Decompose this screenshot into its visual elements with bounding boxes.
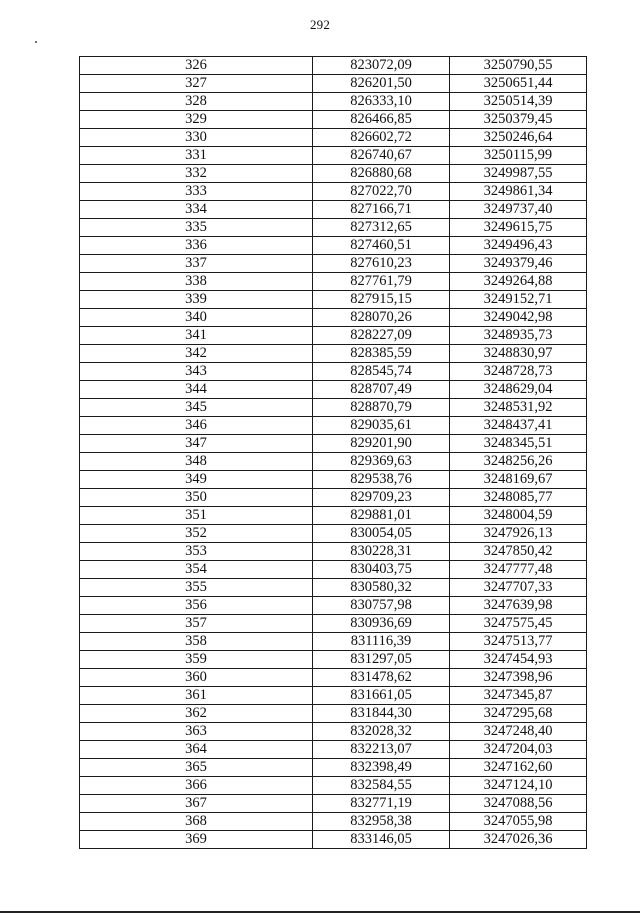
- point-number-cell: 342: [80, 345, 313, 363]
- x-coordinate-cell: 832958,38: [313, 813, 450, 831]
- y-coordinate-cell: 3247454,93: [450, 651, 587, 669]
- coordinates-table-container: [79, 56, 586, 849]
- x-coordinate-cell: 826602,72: [313, 129, 450, 147]
- y-coordinate-cell: 3247295,68: [450, 705, 587, 723]
- x-coordinate-cell: 833146,05: [313, 831, 450, 849]
- y-coordinate-cell: 3247248,40: [450, 723, 587, 741]
- coordinates-table-body: [80, 57, 587, 849]
- table-row: [80, 345, 587, 363]
- y-coordinate-cell: 3247055,98: [450, 813, 587, 831]
- y-coordinate-cell: 3247204,03: [450, 741, 587, 759]
- x-coordinate-cell: 828870,79: [313, 399, 450, 417]
- y-coordinate-cell: 3247398,96: [450, 669, 587, 687]
- table-row: [80, 435, 587, 453]
- table-row: [80, 633, 587, 651]
- table-row: [80, 579, 587, 597]
- y-coordinate-cell: 3247707,33: [450, 579, 587, 597]
- x-coordinate-cell: 823072,09: [313, 57, 450, 75]
- table-row: [80, 525, 587, 543]
- point-number-cell: 352: [80, 525, 313, 543]
- point-number-cell: 339: [80, 291, 313, 309]
- point-number-cell: 364: [80, 741, 313, 759]
- y-coordinate-cell: 3249152,71: [450, 291, 587, 309]
- y-coordinate-cell: 3249042,98: [450, 309, 587, 327]
- y-coordinate-cell: 3248935,73: [450, 327, 587, 345]
- y-coordinate-cell: 3249987,55: [450, 165, 587, 183]
- y-coordinate-cell: 3250246,64: [450, 129, 587, 147]
- x-coordinate-cell: 827915,15: [313, 291, 450, 309]
- x-coordinate-cell: 830936,69: [313, 615, 450, 633]
- y-coordinate-cell: 3247575,45: [450, 615, 587, 633]
- x-coordinate-cell: 830228,31: [313, 543, 450, 561]
- table-row: [80, 705, 587, 723]
- x-coordinate-cell: 830054,05: [313, 525, 450, 543]
- page-number: 292: [309, 17, 331, 32]
- x-coordinate-cell: 828385,59: [313, 345, 450, 363]
- point-number-cell: 350: [80, 489, 313, 507]
- x-coordinate-cell: 827610,23: [313, 255, 450, 273]
- x-coordinate-cell: 827761,79: [313, 273, 450, 291]
- table-row: [80, 165, 587, 183]
- table-row: [80, 309, 587, 327]
- table-row: [80, 183, 587, 201]
- table-row: [80, 813, 587, 831]
- point-number-cell: 334: [80, 201, 313, 219]
- table-row: [80, 273, 587, 291]
- point-number-cell: 329: [80, 111, 313, 129]
- point-number-cell: 351: [80, 507, 313, 525]
- point-number-cell: 369: [80, 831, 313, 849]
- table-row: [80, 651, 587, 669]
- table-row: [80, 129, 587, 147]
- x-coordinate-cell: 830757,98: [313, 597, 450, 615]
- table-row: [80, 399, 587, 417]
- y-coordinate-cell: 3249737,40: [450, 201, 587, 219]
- y-coordinate-cell: 3247345,87: [450, 687, 587, 705]
- y-coordinate-cell: 3250651,44: [450, 75, 587, 93]
- x-coordinate-cell: 831297,05: [313, 651, 450, 669]
- x-coordinate-cell: 828707,49: [313, 381, 450, 399]
- y-coordinate-cell: 3247513,77: [450, 633, 587, 651]
- y-coordinate-cell: 3247088,56: [450, 795, 587, 813]
- table-row: [80, 561, 587, 579]
- x-coordinate-cell: 829201,90: [313, 435, 450, 453]
- point-number-cell: 347: [80, 435, 313, 453]
- x-coordinate-cell: 826201,50: [313, 75, 450, 93]
- y-coordinate-cell: 3250514,39: [450, 93, 587, 111]
- y-coordinate-cell: 3248004,59: [450, 507, 587, 525]
- point-number-cell: 348: [80, 453, 313, 471]
- x-coordinate-cell: 830403,75: [313, 561, 450, 579]
- point-number-cell: 336: [80, 237, 313, 255]
- table-row: [80, 75, 587, 93]
- table-row: [80, 93, 587, 111]
- point-number-cell: 332: [80, 165, 313, 183]
- y-coordinate-cell: 3248437,41: [450, 417, 587, 435]
- y-coordinate-cell: 3247124,10: [450, 777, 587, 795]
- point-number-cell: 368: [80, 813, 313, 831]
- table-row: [80, 381, 587, 399]
- x-coordinate-cell: 830580,32: [313, 579, 450, 597]
- x-coordinate-cell: 829881,01: [313, 507, 450, 525]
- y-coordinate-cell: 3248629,04: [450, 381, 587, 399]
- table-row: [80, 255, 587, 273]
- point-number-cell: 360: [80, 669, 313, 687]
- y-coordinate-cell: 3248085,77: [450, 489, 587, 507]
- table-row: [80, 507, 587, 525]
- table-row: [80, 795, 587, 813]
- x-coordinate-cell: 826880,68: [313, 165, 450, 183]
- point-number-cell: 361: [80, 687, 313, 705]
- point-number-cell: 337: [80, 255, 313, 273]
- x-coordinate-cell: 831116,39: [313, 633, 450, 651]
- y-coordinate-cell: 3249379,46: [450, 255, 587, 273]
- y-coordinate-cell: 3248169,67: [450, 471, 587, 489]
- x-coordinate-cell: 831478,62: [313, 669, 450, 687]
- point-number-cell: 330: [80, 129, 313, 147]
- point-number-cell: 366: [80, 777, 313, 795]
- x-coordinate-cell: 832398,49: [313, 759, 450, 777]
- point-number-cell: 338: [80, 273, 313, 291]
- point-number-cell: 340: [80, 309, 313, 327]
- x-coordinate-cell: 829709,23: [313, 489, 450, 507]
- scan-speck: [35, 41, 37, 43]
- y-coordinate-cell: 3248728,73: [450, 363, 587, 381]
- y-coordinate-cell: 3250115,99: [450, 147, 587, 165]
- table-row: [80, 291, 587, 309]
- point-number-cell: 343: [80, 363, 313, 381]
- x-coordinate-cell: 827312,65: [313, 219, 450, 237]
- point-number-cell: 344: [80, 381, 313, 399]
- y-coordinate-cell: 3249861,34: [450, 183, 587, 201]
- x-coordinate-cell: 826333,10: [313, 93, 450, 111]
- point-number-cell: 345: [80, 399, 313, 417]
- point-number-cell: 353: [80, 543, 313, 561]
- table-row: [80, 417, 587, 435]
- y-coordinate-cell: 3249496,43: [450, 237, 587, 255]
- x-coordinate-cell: 829538,76: [313, 471, 450, 489]
- x-coordinate-cell: 828227,09: [313, 327, 450, 345]
- table-row: [80, 363, 587, 381]
- x-coordinate-cell: 831844,30: [313, 705, 450, 723]
- page-bottom-edge: [0, 911, 640, 913]
- y-coordinate-cell: 3247850,42: [450, 543, 587, 561]
- table-row: [80, 687, 587, 705]
- x-coordinate-cell: 832028,32: [313, 723, 450, 741]
- table-row: [80, 831, 587, 849]
- x-coordinate-cell: 826466,85: [313, 111, 450, 129]
- x-coordinate-cell: 829035,61: [313, 417, 450, 435]
- coordinates-table: [79, 56, 587, 849]
- point-number-cell: 365: [80, 759, 313, 777]
- point-number-cell: 354: [80, 561, 313, 579]
- table-row: [80, 237, 587, 255]
- table-row: [80, 615, 587, 633]
- x-coordinate-cell: 828545,74: [313, 363, 450, 381]
- y-coordinate-cell: 3250379,45: [450, 111, 587, 129]
- point-number-cell: 341: [80, 327, 313, 345]
- table-row: [80, 723, 587, 741]
- x-coordinate-cell: 828070,26: [313, 309, 450, 327]
- x-coordinate-cell: 832213,07: [313, 741, 450, 759]
- point-number-cell: 359: [80, 651, 313, 669]
- point-number-cell: 328: [80, 93, 313, 111]
- table-row: [80, 219, 587, 237]
- table-row: [80, 327, 587, 345]
- table-row: [80, 453, 587, 471]
- table-row: [80, 201, 587, 219]
- x-coordinate-cell: 829369,63: [313, 453, 450, 471]
- y-coordinate-cell: 3247639,98: [450, 597, 587, 615]
- point-number-cell: 326: [80, 57, 313, 75]
- table-row: [80, 111, 587, 129]
- y-coordinate-cell: 3249264,88: [450, 273, 587, 291]
- y-coordinate-cell: 3250790,55: [450, 57, 587, 75]
- table-row: [80, 597, 587, 615]
- point-number-cell: 346: [80, 417, 313, 435]
- table-row: [80, 669, 587, 687]
- table-row: [80, 471, 587, 489]
- table-row: [80, 57, 587, 75]
- x-coordinate-cell: 827022,70: [313, 183, 450, 201]
- x-coordinate-cell: 832771,19: [313, 795, 450, 813]
- point-number-cell: 357: [80, 615, 313, 633]
- x-coordinate-cell: 831661,05: [313, 687, 450, 705]
- table-row: [80, 543, 587, 561]
- point-number-cell: 355: [80, 579, 313, 597]
- table-row: [80, 147, 587, 165]
- y-coordinate-cell: 3248345,51: [450, 435, 587, 453]
- table-row: [80, 759, 587, 777]
- point-number-cell: 335: [80, 219, 313, 237]
- x-coordinate-cell: 826740,67: [313, 147, 450, 165]
- y-coordinate-cell: 3247162,60: [450, 759, 587, 777]
- point-number-cell: 356: [80, 597, 313, 615]
- point-number-cell: 363: [80, 723, 313, 741]
- point-number-cell: 367: [80, 795, 313, 813]
- x-coordinate-cell: 827460,51: [313, 237, 450, 255]
- point-number-cell: 362: [80, 705, 313, 723]
- y-coordinate-cell: 3247926,13: [450, 525, 587, 543]
- point-number-cell: 349: [80, 471, 313, 489]
- point-number-cell: 331: [80, 147, 313, 165]
- y-coordinate-cell: 3248830,97: [450, 345, 587, 363]
- y-coordinate-cell: 3249615,75: [450, 219, 587, 237]
- point-number-cell: 333: [80, 183, 313, 201]
- x-coordinate-cell: 827166,71: [313, 201, 450, 219]
- point-number-cell: 327: [80, 75, 313, 93]
- y-coordinate-cell: 3247777,48: [450, 561, 587, 579]
- point-number-cell: 358: [80, 633, 313, 651]
- x-coordinate-cell: 832584,55: [313, 777, 450, 795]
- table-row: [80, 741, 587, 759]
- y-coordinate-cell: 3248531,92: [450, 399, 587, 417]
- table-row: [80, 489, 587, 507]
- y-coordinate-cell: 3247026,36: [450, 831, 587, 849]
- table-row: [80, 777, 587, 795]
- y-coordinate-cell: 3248256,26: [450, 453, 587, 471]
